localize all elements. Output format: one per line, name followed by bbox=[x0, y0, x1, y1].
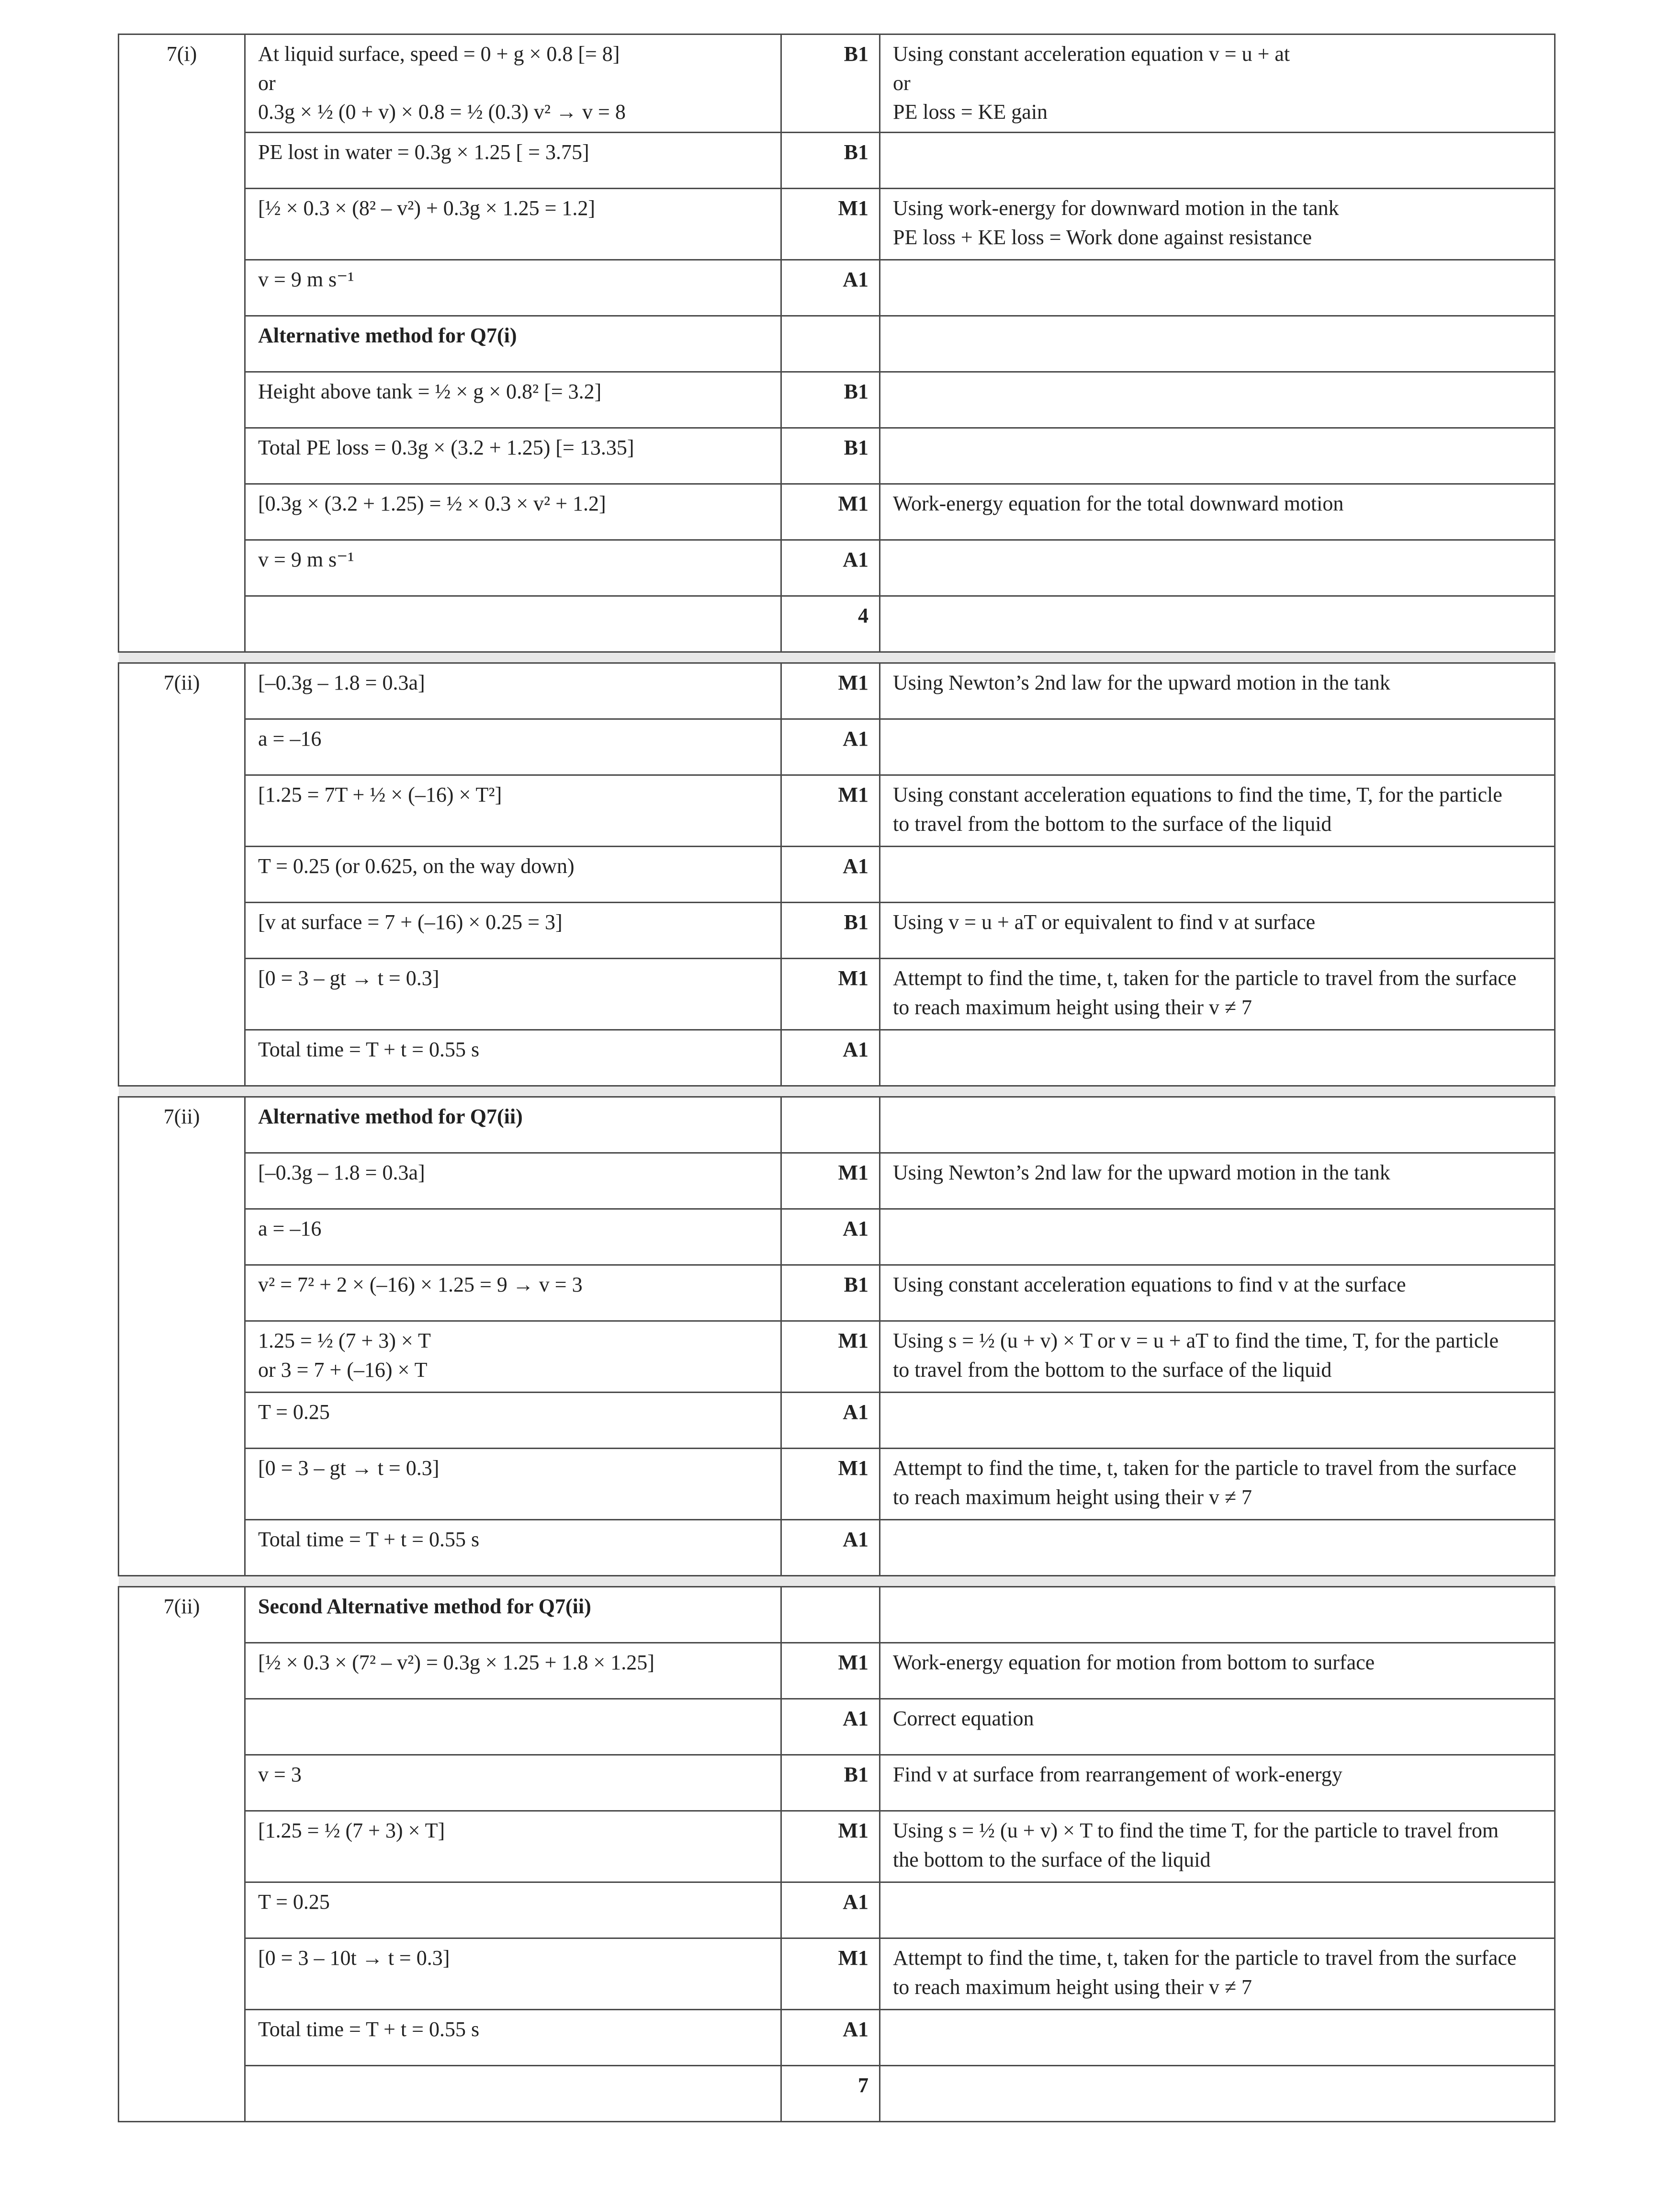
answer-line: v = 3 bbox=[258, 1763, 302, 1787]
mark-code: M1 bbox=[838, 1161, 868, 1185]
answer-line: [0 = 3 – 10t → t = 0.3] bbox=[258, 1946, 450, 1970]
mark-cell bbox=[781, 1755, 880, 1811]
mark-cell bbox=[781, 189, 880, 260]
answer-cell bbox=[245, 1209, 781, 1265]
mark-row bbox=[119, 1321, 1555, 1393]
answer-line: [1.25 = 7T + ½ × (–16) × T²] bbox=[258, 783, 502, 807]
question-cell bbox=[119, 1265, 245, 1321]
mark-code: A1 bbox=[843, 1400, 868, 1424]
answer-cell bbox=[245, 903, 781, 959]
answer-line: [½ × 0.3 × (8² – v²) + 0.3g × 1.25 = 1.2] bbox=[258, 196, 596, 220]
answer-line: Total time = T + t = 0.55 s bbox=[258, 1528, 480, 1552]
answer-line: Total PE loss = 0.3g × (3.2 + 1.25) [= 13.35] bbox=[258, 436, 634, 460]
mark-cell bbox=[781, 1265, 880, 1321]
mark-row bbox=[119, 903, 1555, 959]
separator-cell bbox=[880, 1086, 1555, 1097]
answer-line: Total time = T + t = 0.55 s bbox=[258, 1038, 480, 1062]
guidance-line: Using constant acceleration equations to find the time, T, for the particle bbox=[893, 783, 1502, 807]
question-cell bbox=[119, 1882, 245, 1938]
mark-row bbox=[119, 1699, 1555, 1755]
mark-cell bbox=[781, 596, 880, 652]
mark-code: A1 bbox=[843, 1707, 868, 1731]
mark-code: A1 bbox=[843, 854, 868, 878]
section-separator bbox=[119, 1086, 1555, 1097]
question-cell bbox=[119, 1097, 245, 1153]
answer-cell bbox=[245, 1321, 781, 1393]
guidance-cell bbox=[880, 775, 1555, 847]
mark-row bbox=[119, 1882, 1555, 1938]
mark-code: M1 bbox=[838, 1819, 868, 1843]
section-separator bbox=[119, 652, 1555, 663]
mark-row bbox=[119, 1449, 1555, 1520]
guidance-line: Using v = u + aT or equivalent to find v at surface bbox=[893, 910, 1316, 934]
answer-line: [–0.3g – 1.8 = 0.3a] bbox=[258, 671, 425, 695]
question-cell bbox=[119, 484, 245, 540]
answer-cell bbox=[245, 1449, 781, 1520]
question-cell bbox=[119, 1587, 245, 1643]
mark-row bbox=[119, 133, 1555, 189]
question-cell bbox=[119, 1643, 245, 1699]
question-cell bbox=[119, 2010, 245, 2066]
separator-cell bbox=[119, 1086, 245, 1097]
answer-cell bbox=[245, 1097, 781, 1153]
mark-code: B1 bbox=[844, 910, 868, 934]
question-cell bbox=[119, 372, 245, 428]
guidance-line: Find v at surface from rearrangement of work-energy bbox=[893, 1763, 1342, 1787]
mark-row bbox=[119, 2010, 1555, 2066]
answer-line: or bbox=[258, 71, 276, 95]
mark-cell bbox=[781, 1209, 880, 1265]
guidance-line: to reach maximum height using their v ≠ 7 bbox=[893, 1975, 1252, 1999]
answer-line: v² = 7² + 2 × (–16) × 1.25 = 9 → v = 3 bbox=[258, 1273, 583, 1297]
guidance-cell bbox=[880, 1643, 1555, 1699]
mark-cell bbox=[781, 372, 880, 428]
answer-cell bbox=[245, 1587, 781, 1643]
question-cell bbox=[119, 959, 245, 1030]
question-cell bbox=[119, 719, 245, 775]
answer-cell bbox=[245, 1393, 781, 1449]
mark-code: M1 bbox=[838, 492, 868, 516]
guidance-line: PE loss = KE gain bbox=[893, 100, 1048, 124]
separator-cell bbox=[781, 652, 880, 663]
guidance-cell bbox=[880, 316, 1555, 372]
separator-cell bbox=[880, 1576, 1555, 1587]
mark-scheme bbox=[118, 34, 1554, 2122]
guidance-cell bbox=[880, 1755, 1555, 1811]
answer-cell bbox=[245, 1882, 781, 1938]
mark-row bbox=[119, 372, 1555, 428]
mark-cell bbox=[781, 1699, 880, 1755]
guidance-cell bbox=[880, 1520, 1555, 1576]
answer-line: v = 9 m s⁻¹ bbox=[258, 548, 354, 572]
answer-cell bbox=[245, 719, 781, 775]
answer-line: v = 9 m s⁻¹ bbox=[258, 268, 354, 292]
mark-code: M1 bbox=[838, 1329, 868, 1353]
mark-code: A1 bbox=[843, 727, 868, 751]
separator-cell bbox=[781, 1086, 880, 1097]
mark-code: M1 bbox=[838, 671, 868, 695]
mark-cell bbox=[781, 1449, 880, 1520]
mark-row bbox=[119, 1153, 1555, 1209]
mark-row bbox=[119, 34, 1555, 133]
mark-cell bbox=[781, 428, 880, 484]
answer-cell bbox=[245, 189, 781, 260]
guidance-line: Using s = ½ (u + v) × T to find the time T, for the particle to travel from bbox=[893, 1819, 1499, 1843]
guidance-cell bbox=[880, 260, 1555, 316]
mark-code: A1 bbox=[843, 1890, 868, 1914]
guidance-cell bbox=[880, 133, 1555, 189]
guidance-cell bbox=[880, 596, 1555, 652]
answer-cell bbox=[245, 133, 781, 189]
guidance-line: Work-energy equation for motion from bottom to surface bbox=[893, 1651, 1375, 1675]
question-cell bbox=[119, 428, 245, 484]
guidance-cell bbox=[880, 372, 1555, 428]
question-cell bbox=[119, 1030, 245, 1086]
mark-cell bbox=[781, 260, 880, 316]
mark-code: B1 bbox=[844, 42, 868, 66]
question-cell bbox=[119, 1449, 245, 1520]
answer-line: [0.3g × (3.2 + 1.25) = ½ × 0.3 × v² + 1.2] bbox=[258, 492, 606, 516]
guidance-cell bbox=[880, 34, 1555, 133]
question-cell bbox=[119, 775, 245, 847]
answer-line: At liquid surface, speed = 0 + g × 0.8 [= 8] bbox=[258, 42, 620, 66]
method-heading: Alternative method for Q7(ii) bbox=[258, 1105, 523, 1129]
mark-code: M1 bbox=[838, 196, 868, 220]
answer-line: 0.3g × ½ (0 + v) × 0.8 = ½ (0.3) v² → v = 8 bbox=[258, 100, 626, 124]
question-number: 7(ii) bbox=[163, 1595, 200, 1619]
answer-cell bbox=[245, 1938, 781, 2010]
mark-row bbox=[119, 260, 1555, 316]
mark-row bbox=[119, 775, 1555, 847]
section-separator bbox=[119, 1576, 1555, 1587]
question-cell bbox=[119, 189, 245, 260]
answer-cell bbox=[245, 372, 781, 428]
mark-cell bbox=[781, 540, 880, 596]
method-heading: Second Alternative method for Q7(ii) bbox=[258, 1595, 591, 1619]
answer-cell bbox=[245, 847, 781, 903]
guidance-line: Using Newton’s 2nd law for the upward motion in the tank bbox=[893, 671, 1390, 695]
mark-cell bbox=[781, 719, 880, 775]
separator-cell bbox=[781, 1576, 880, 1587]
question-number: 7(ii) bbox=[163, 1105, 200, 1129]
mark-code: M1 bbox=[838, 1651, 868, 1675]
guidance-cell bbox=[880, 1153, 1555, 1209]
mark-code: A1 bbox=[843, 1217, 868, 1241]
mark-cell bbox=[781, 1938, 880, 2010]
guidance-cell bbox=[880, 1699, 1555, 1755]
answer-line: [0 = 3 – gt → t = 0.3] bbox=[258, 966, 440, 990]
question-cell bbox=[119, 34, 245, 133]
answer-line: T = 0.25 bbox=[258, 1890, 330, 1914]
guidance-cell bbox=[880, 1587, 1555, 1643]
guidance-line: Using constant acceleration equations to find v at the surface bbox=[893, 1273, 1406, 1297]
answer-cell bbox=[245, 2010, 781, 2066]
mark-row bbox=[119, 1811, 1555, 1882]
mark-row bbox=[119, 1938, 1555, 2010]
question-cell bbox=[119, 1699, 245, 1755]
mark-code: M1 bbox=[838, 966, 868, 990]
guidance-line: or bbox=[893, 71, 911, 95]
mark-cell bbox=[781, 959, 880, 1030]
guidance-cell bbox=[880, 719, 1555, 775]
answer-cell bbox=[245, 1699, 781, 1755]
answer-cell bbox=[245, 1030, 781, 1086]
method-heading: Alternative method for Q7(i) bbox=[258, 324, 517, 348]
separator-cell bbox=[245, 1086, 781, 1097]
guidance-line: to travel from the bottom to the surface of the liquid bbox=[893, 812, 1332, 836]
mark-row bbox=[119, 959, 1555, 1030]
guidance-cell bbox=[880, 484, 1555, 540]
guidance-line: to reach maximum height using their v ≠ 7 bbox=[893, 995, 1252, 1019]
answer-line: T = 0.25 (or 0.625, on the way down) bbox=[258, 854, 575, 878]
guidance-line: PE loss + KE loss = Work done against resistance bbox=[893, 225, 1312, 249]
question-cell bbox=[119, 1321, 245, 1393]
mark-row bbox=[119, 663, 1555, 719]
mark-code: B1 bbox=[844, 1763, 868, 1787]
guidance-line: Using constant acceleration equation v = u + at bbox=[893, 42, 1290, 66]
question-cell bbox=[119, 1153, 245, 1209]
guidance-cell bbox=[880, 2066, 1555, 2122]
mark-cell bbox=[781, 1393, 880, 1449]
question-cell bbox=[119, 663, 245, 719]
question-cell bbox=[119, 1811, 245, 1882]
guidance-line: Using Newton’s 2nd law for the upward motion in the tank bbox=[893, 1161, 1390, 1185]
mark-cell bbox=[781, 1882, 880, 1938]
guidance-line: Work-energy equation for the total downward motion bbox=[893, 492, 1344, 516]
guidance-line: Attempt to find the time, t, taken for the particle to travel from the surface bbox=[893, 1456, 1517, 1480]
mark-code: 7 bbox=[858, 2073, 868, 2097]
guidance-cell bbox=[880, 1882, 1555, 1938]
guidance-line: Using s = ½ (u + v) × T or v = u + aT to find the time, T, for the particle bbox=[893, 1329, 1499, 1353]
guidance-cell bbox=[880, 1449, 1555, 1520]
separator-cell bbox=[245, 1576, 781, 1587]
question-number: 7(ii) bbox=[163, 671, 200, 695]
mark-code: A1 bbox=[843, 548, 868, 572]
guidance-line: to reach maximum height using their v ≠ 7 bbox=[893, 1485, 1252, 1509]
answer-line: a = –16 bbox=[258, 1217, 322, 1241]
guidance-line: Attempt to find the time, t, taken for the particle to travel from the surface bbox=[893, 966, 1517, 990]
guidance-cell bbox=[880, 1209, 1555, 1265]
guidance-cell bbox=[880, 847, 1555, 903]
mark-row bbox=[119, 719, 1555, 775]
mark-row bbox=[119, 428, 1555, 484]
answer-cell bbox=[245, 34, 781, 133]
mark-scheme-table bbox=[118, 34, 1556, 2122]
answer-line: [–0.3g – 1.8 = 0.3a] bbox=[258, 1161, 425, 1185]
separator-cell bbox=[119, 1576, 245, 1587]
answer-line: 1.25 = ½ (7 + 3) × T bbox=[258, 1329, 431, 1353]
mark-cell bbox=[781, 2066, 880, 2122]
mark-row bbox=[119, 540, 1555, 596]
guidance-cell bbox=[880, 959, 1555, 1030]
mark-cell bbox=[781, 316, 880, 372]
mark-code: B1 bbox=[844, 380, 868, 404]
mark-code: A1 bbox=[843, 1038, 868, 1062]
question-cell bbox=[119, 596, 245, 652]
answer-cell bbox=[245, 1153, 781, 1209]
guidance-cell bbox=[880, 1030, 1555, 1086]
answer-line: [v at surface = 7 + (–16) × 0.25 = 3] bbox=[258, 910, 563, 934]
mark-cell bbox=[781, 34, 880, 133]
answer-cell bbox=[245, 1811, 781, 1882]
mark-cell bbox=[781, 663, 880, 719]
mark-row bbox=[119, 1755, 1555, 1811]
mark-code: A1 bbox=[843, 268, 868, 292]
answer-cell bbox=[245, 959, 781, 1030]
mark-code: A1 bbox=[843, 2017, 868, 2041]
question-cell bbox=[119, 847, 245, 903]
answer-cell bbox=[245, 260, 781, 316]
mark-cell bbox=[781, 1643, 880, 1699]
answer-cell bbox=[245, 596, 781, 652]
answer-cell bbox=[245, 428, 781, 484]
answer-cell bbox=[245, 1755, 781, 1811]
question-cell bbox=[119, 1209, 245, 1265]
mark-code: B1 bbox=[844, 1273, 868, 1297]
mark-row bbox=[119, 189, 1555, 260]
guidance-cell bbox=[880, 2010, 1555, 2066]
answer-line: [1.25 = ½ (7 + 3) × T] bbox=[258, 1819, 445, 1843]
guidance-line: to travel from the bottom to the surface of the liquid bbox=[893, 1358, 1332, 1382]
answer-cell bbox=[245, 484, 781, 540]
guidance-cell bbox=[880, 1265, 1555, 1321]
question-cell bbox=[119, 1520, 245, 1576]
guidance-line: the bottom to the surface of the liquid bbox=[893, 1847, 1211, 1871]
answer-line: a = –16 bbox=[258, 727, 322, 751]
answer-cell bbox=[245, 775, 781, 847]
question-cell bbox=[119, 1938, 245, 2010]
mark-cell bbox=[781, 1153, 880, 1209]
guidance-cell bbox=[880, 903, 1555, 959]
mark-row bbox=[119, 316, 1555, 372]
mark-row bbox=[119, 847, 1555, 903]
mark-cell bbox=[781, 775, 880, 847]
mark-code: B1 bbox=[844, 140, 868, 164]
mark-row bbox=[119, 1030, 1555, 1086]
answer-cell bbox=[245, 1520, 781, 1576]
answer-line: Height above tank = ½ × g × 0.8² [= 3.2] bbox=[258, 380, 602, 404]
guidance-cell bbox=[880, 189, 1555, 260]
guidance-cell bbox=[880, 1393, 1555, 1449]
answer-line: Total time = T + t = 0.55 s bbox=[258, 2017, 480, 2041]
mark-row bbox=[119, 1097, 1555, 1153]
answer-line: PE lost in water = 0.3g × 1.25 [ = 3.75] bbox=[258, 140, 589, 164]
mark-cell bbox=[781, 2010, 880, 2066]
mark-cell bbox=[781, 1030, 880, 1086]
question-cell bbox=[119, 903, 245, 959]
mark-row bbox=[119, 1265, 1555, 1321]
answer-cell bbox=[245, 1643, 781, 1699]
guidance-line: Using work-energy for downward motion in the tank bbox=[893, 196, 1339, 220]
guidance-cell bbox=[880, 1811, 1555, 1882]
answer-cell bbox=[245, 663, 781, 719]
mark-row bbox=[119, 1520, 1555, 1576]
mark-code: 4 bbox=[858, 604, 868, 628]
guidance-cell bbox=[880, 663, 1555, 719]
mark-code: A1 bbox=[843, 1528, 868, 1552]
guidance-cell bbox=[880, 540, 1555, 596]
mark-row bbox=[119, 1587, 1555, 1643]
question-cell bbox=[119, 316, 245, 372]
mark-row bbox=[119, 1209, 1555, 1265]
answer-cell bbox=[245, 316, 781, 372]
answer-line: [0 = 3 – gt → t = 0.3] bbox=[258, 1456, 440, 1480]
question-cell bbox=[119, 1393, 245, 1449]
mark-cell bbox=[781, 847, 880, 903]
answer-line: [½ × 0.3 × (7² – v²) = 0.3g × 1.25 + 1.8 × 1.25] bbox=[258, 1651, 654, 1675]
question-cell bbox=[119, 1755, 245, 1811]
mark-code: M1 bbox=[838, 783, 868, 807]
guidance-line: Correct equation bbox=[893, 1707, 1034, 1731]
answer-line: or 3 = 7 + (–16) × T bbox=[258, 1358, 428, 1382]
mark-row bbox=[119, 2066, 1555, 2122]
separator-cell bbox=[119, 652, 245, 663]
mark-code: M1 bbox=[838, 1456, 868, 1480]
mark-row bbox=[119, 484, 1555, 540]
mark-cell bbox=[781, 484, 880, 540]
mark-code: B1 bbox=[844, 436, 868, 460]
mark-row bbox=[119, 1643, 1555, 1699]
mark-cell bbox=[781, 903, 880, 959]
guidance-line: Attempt to find the time, t, taken for the particle to travel from the surface bbox=[893, 1946, 1517, 1970]
guidance-cell bbox=[880, 1097, 1555, 1153]
guidance-cell bbox=[880, 1321, 1555, 1393]
question-cell bbox=[119, 2066, 245, 2122]
separator-cell bbox=[245, 652, 781, 663]
mark-cell bbox=[781, 1321, 880, 1393]
mark-row bbox=[119, 1393, 1555, 1449]
separator-cell bbox=[880, 652, 1555, 663]
question-cell bbox=[119, 260, 245, 316]
answer-cell bbox=[245, 2066, 781, 2122]
mark-code: M1 bbox=[838, 1946, 868, 1970]
question-cell bbox=[119, 133, 245, 189]
mark-row bbox=[119, 596, 1555, 652]
mark-cell bbox=[781, 1811, 880, 1882]
question-number: 7(i) bbox=[166, 42, 197, 66]
mark-cell bbox=[781, 1097, 880, 1153]
mark-cell bbox=[781, 133, 880, 189]
guidance-cell bbox=[880, 428, 1555, 484]
mark-cell bbox=[781, 1587, 880, 1643]
mark-cell bbox=[781, 1520, 880, 1576]
answer-cell bbox=[245, 1265, 781, 1321]
answer-line: T = 0.25 bbox=[258, 1400, 330, 1424]
answer-cell bbox=[245, 540, 781, 596]
question-cell bbox=[119, 540, 245, 596]
guidance-cell bbox=[880, 1938, 1555, 2010]
